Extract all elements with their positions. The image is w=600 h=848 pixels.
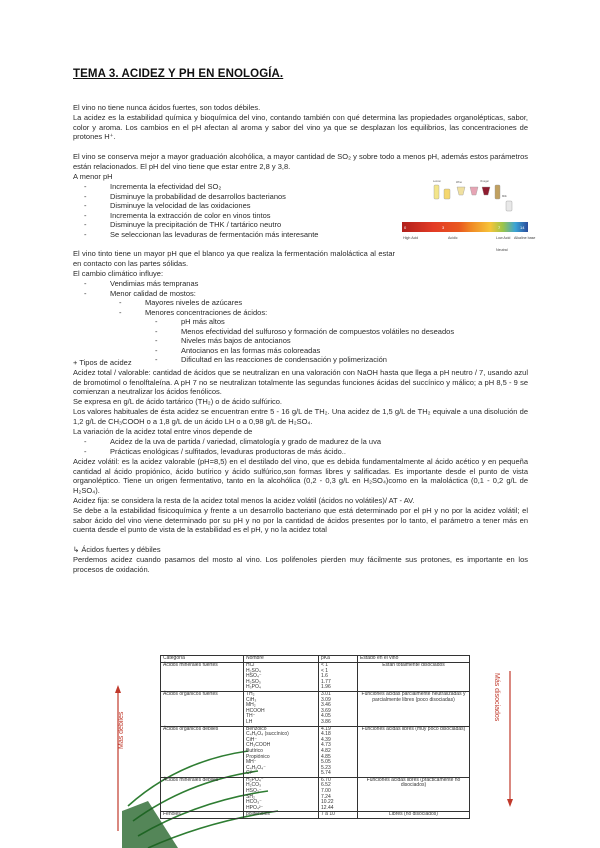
page-title: TEMA 3. ACIDEZ Y PH EN ENOLOGÍA. xyxy=(73,68,284,80)
intro-paragraph-3: El vino se conserva mejor a mayor graduación alcohólica, a mayor cantidad de SO₂ y sobre todo a menos pH, además estos parámetros están relacionados. El pH del vino tiene que estar entre 2,8 y 3,8. xyxy=(73,152,528,171)
ph-label: Acidic xyxy=(448,236,458,240)
table-header: Nombre xyxy=(244,656,319,663)
list-item: - Se seleccionan las levaduras de fermentación más interesante xyxy=(84,229,319,239)
list-item: - Incrementa la efectividad del SO₂ xyxy=(84,182,222,191)
list-item: - Menos efectividad del sulfuroso y formación de compuestos volátiles no deseados xyxy=(155,326,455,336)
table-header: Categoría xyxy=(161,656,244,663)
intro-paragraph-1: El vino no tiene nunca ácidos fuertes, son todos débiles. xyxy=(73,103,261,112)
acidez-volatil-paragraph: Acidez volátil: es la acidez valorable (pH=8,5) en el destilado del vino, que es debida fundamentalmente al ácido acético y en pequeña cantidad al ácido propiónico, ácido butírico y ácido sulfúrico,son formas libres y salificadas. Es importante desde el punto de vista organoléptico. Tiene un origen fermentativo, tanto en la alcohólica (0,2 - 0,3 g/L en H₂SO₄)como en la maloláctica (0,1 - 0,2 g/L de H₂SO₄). xyxy=(73,457,528,495)
ph-gradient-bar xyxy=(402,222,528,232)
fuertes-paragraph: Perdemos acidez cuando pasamos del mosto al vino. Los polifenoles pierden muy fácilmente sus protones, es importante en los procesos de oxidación. xyxy=(73,555,528,574)
tipos-paragraph-4: La variación de la acidez total entre vinos depende de xyxy=(73,427,253,436)
ph-tick: 14 xyxy=(520,225,525,230)
table-header: pKa xyxy=(319,656,358,663)
tinto-paragraph-2: El cambio climático influye: xyxy=(73,269,164,278)
list-item: - Disminuye la precipitación de THK / tartárico neutro xyxy=(84,220,282,230)
acid-table xyxy=(160,655,470,819)
ph-label: High Acid xyxy=(403,236,419,240)
estabilidad-paragraph: Se debe a la estabilidad fisicoquímica y frente a un desarrollo bacteriano que está determinado por el pH y no por la acidez volátil; el sabor ácido del vino viene determinado por su pH y no por la cantidad de ácidos presentes por lo tanto, el parámetro a tener más en cuenta desde el punto de vista de la estabilidad es el pH, y no la acidez total xyxy=(73,506,528,535)
ph-scale-figure xyxy=(400,175,536,255)
list-item: - Mayores niveles de azúcares xyxy=(119,298,243,307)
intro-paragraph-4: A menor pH xyxy=(73,172,113,181)
ph-tick: 0 xyxy=(404,225,407,230)
list-item: - Disminuye la probabilidad de desarrollos bacterianos xyxy=(84,191,286,201)
svg-text:Lemon: Lemon xyxy=(433,180,441,183)
tipos-paragraph-3: Los valores habituales de ésta acidez se encuentran entre 5 - 16 g/L de TH₂. Una acidez de 1,5 g/L de TH₂ equivale a una disolución de 1,2 g/L de CH₃COOH o a 1,8 g/L de un ácido LH o a 0,98 g/L de H₂SO₄. xyxy=(73,407,528,426)
list-item: - Dificultad en las reacciones de condensación y polimerización xyxy=(155,355,387,365)
list-item: - Disminuye la velocidad de las oxidaciones xyxy=(84,201,251,211)
list-item: - Incrementa la extracción de color en vinos tintos xyxy=(84,210,271,220)
svg-text:Milk: Milk xyxy=(502,195,507,198)
acidez-fija-paragraph: Acidez fija: se considera la resta de la acidez total menos la acidez volátil (ácidos no volátiles)/ AT - AV. xyxy=(73,496,415,505)
tipos-paragraph-1: Acidez total / valorable: cantidad de ácidos que se neutralizan en una valoración con NaOH hasta que llega a pH neutro / 7, usando azul de bromotimol o fenolftaleína. A pH 7 no se neutralizan totalmente las segundas funciones ácidas del succínico y málico; a pH 8,5 - 9 se comienzan a neutralizar los ácidos fenólicos. xyxy=(73,368,528,397)
cambio-climatico-list xyxy=(84,279,510,298)
fuertes-heading: ↳ Ácidos fuertes y débiles xyxy=(73,545,161,554)
list-item: - Prácticas enológicas / sulfitados, levaduras productoras de más ácido.. xyxy=(84,446,346,456)
table-row: Ácidos orgánicos fuertes TH₂ CiH₃ MH₂ HCOOH TH⁻ LH 3.01 3.09 3.46 3.69 4.05 3.86 Funciones ácidas parcialmente neutralizadas y parcialmente libres (poco disociadas) xyxy=(161,691,470,726)
mas-disociados-label: Más disociados xyxy=(493,673,500,722)
list-item: - Antocianos en las formas más coloreadas xyxy=(155,345,321,355)
ph-scale-illustration xyxy=(400,175,536,255)
table-row: Ácidos orgánicos débiles Benzoico C₄H₆O₄ (succínico) CiH⁻ CH₃COOH Butírico Propiónico MH⁻ C₄H₅O₄⁻ Ci²⁻ 4.19 4.18 4.39 4.73 4.82 4.85 5.05 5.23 5.74 Funciones ácidas libres (muy poco disociadas) xyxy=(161,726,470,777)
table-row: Ácidos minerales débiles H₂PO₄⁻ H₂CO₃ HSO₃⁻ SH₂ HCO₃⁻ HPO₄²⁻ 6.70 6.52 7.00 7.24 10.22 12.44 Funciones ácidas libres (prácticamente no disociados) xyxy=(161,777,470,812)
mostos-list xyxy=(119,298,505,317)
table-row: Fenoles polifenoles 7 a 10 Libres (no disociados) xyxy=(161,812,470,819)
mas-debiles-label: Más débiles xyxy=(118,711,125,749)
tipos-heading: + Tipos de acidez xyxy=(73,358,132,367)
table-header: Estado en el vino xyxy=(358,656,470,663)
list-item: - Menor calidad de mostos: xyxy=(84,288,196,298)
variacion-list xyxy=(84,437,520,456)
ph-label: Alkaline base xyxy=(514,236,536,240)
list-item: - pH más altos xyxy=(155,317,225,326)
list-item: - Menores concentraciones de ácidos: xyxy=(119,307,268,317)
ph-label: Low Acid xyxy=(496,236,511,240)
tinto-paragraph-1: El vino tinto tiene un mayor pH que el blanco ya que realiza la fermentación maloláctica al estar en contacto con las partes sólidas. xyxy=(73,249,395,268)
ph-tick: 3 xyxy=(442,225,445,230)
list-item: - Acidez de la uva de partida / variedad, climatología y grado de madurez de la uva xyxy=(84,437,381,446)
menor-ph-list xyxy=(84,182,400,240)
table-row: Ácidos minerales fuertes HCl H₂SO₄ HSO₄⁻ H₂SO₃ H₃PO₄ < 1 < 1 1.6 1.77 1.96 Están totalmente disociados xyxy=(161,663,470,692)
acid-table-figure xyxy=(108,651,520,848)
tipos-paragraph-2: Se expresa en g/L de ácido tartárico (TH₂) o de ácido sulfúrico. xyxy=(73,397,282,406)
list-item: - Niveles más bajos de antocianos xyxy=(155,336,291,346)
ph-label: Neutral xyxy=(496,248,508,252)
svg-text:Wine: Wine xyxy=(456,181,462,184)
list-item: - Vendimias más tempranas xyxy=(84,279,199,288)
svg-text:Vinegar: Vinegar xyxy=(480,180,489,183)
intro-paragraph-2: La acidez es la estabilidad química y bioquímica del vino, contando también con qué determina las propiedades organolépticas, sabor, color y aroma. Los cambios en el pH afectan al aroma y sabor del vino ya que se desplazan los equilibrios, las concentraciones de protones H⁺. xyxy=(73,113,528,142)
ph-tick: 7 xyxy=(498,225,501,230)
